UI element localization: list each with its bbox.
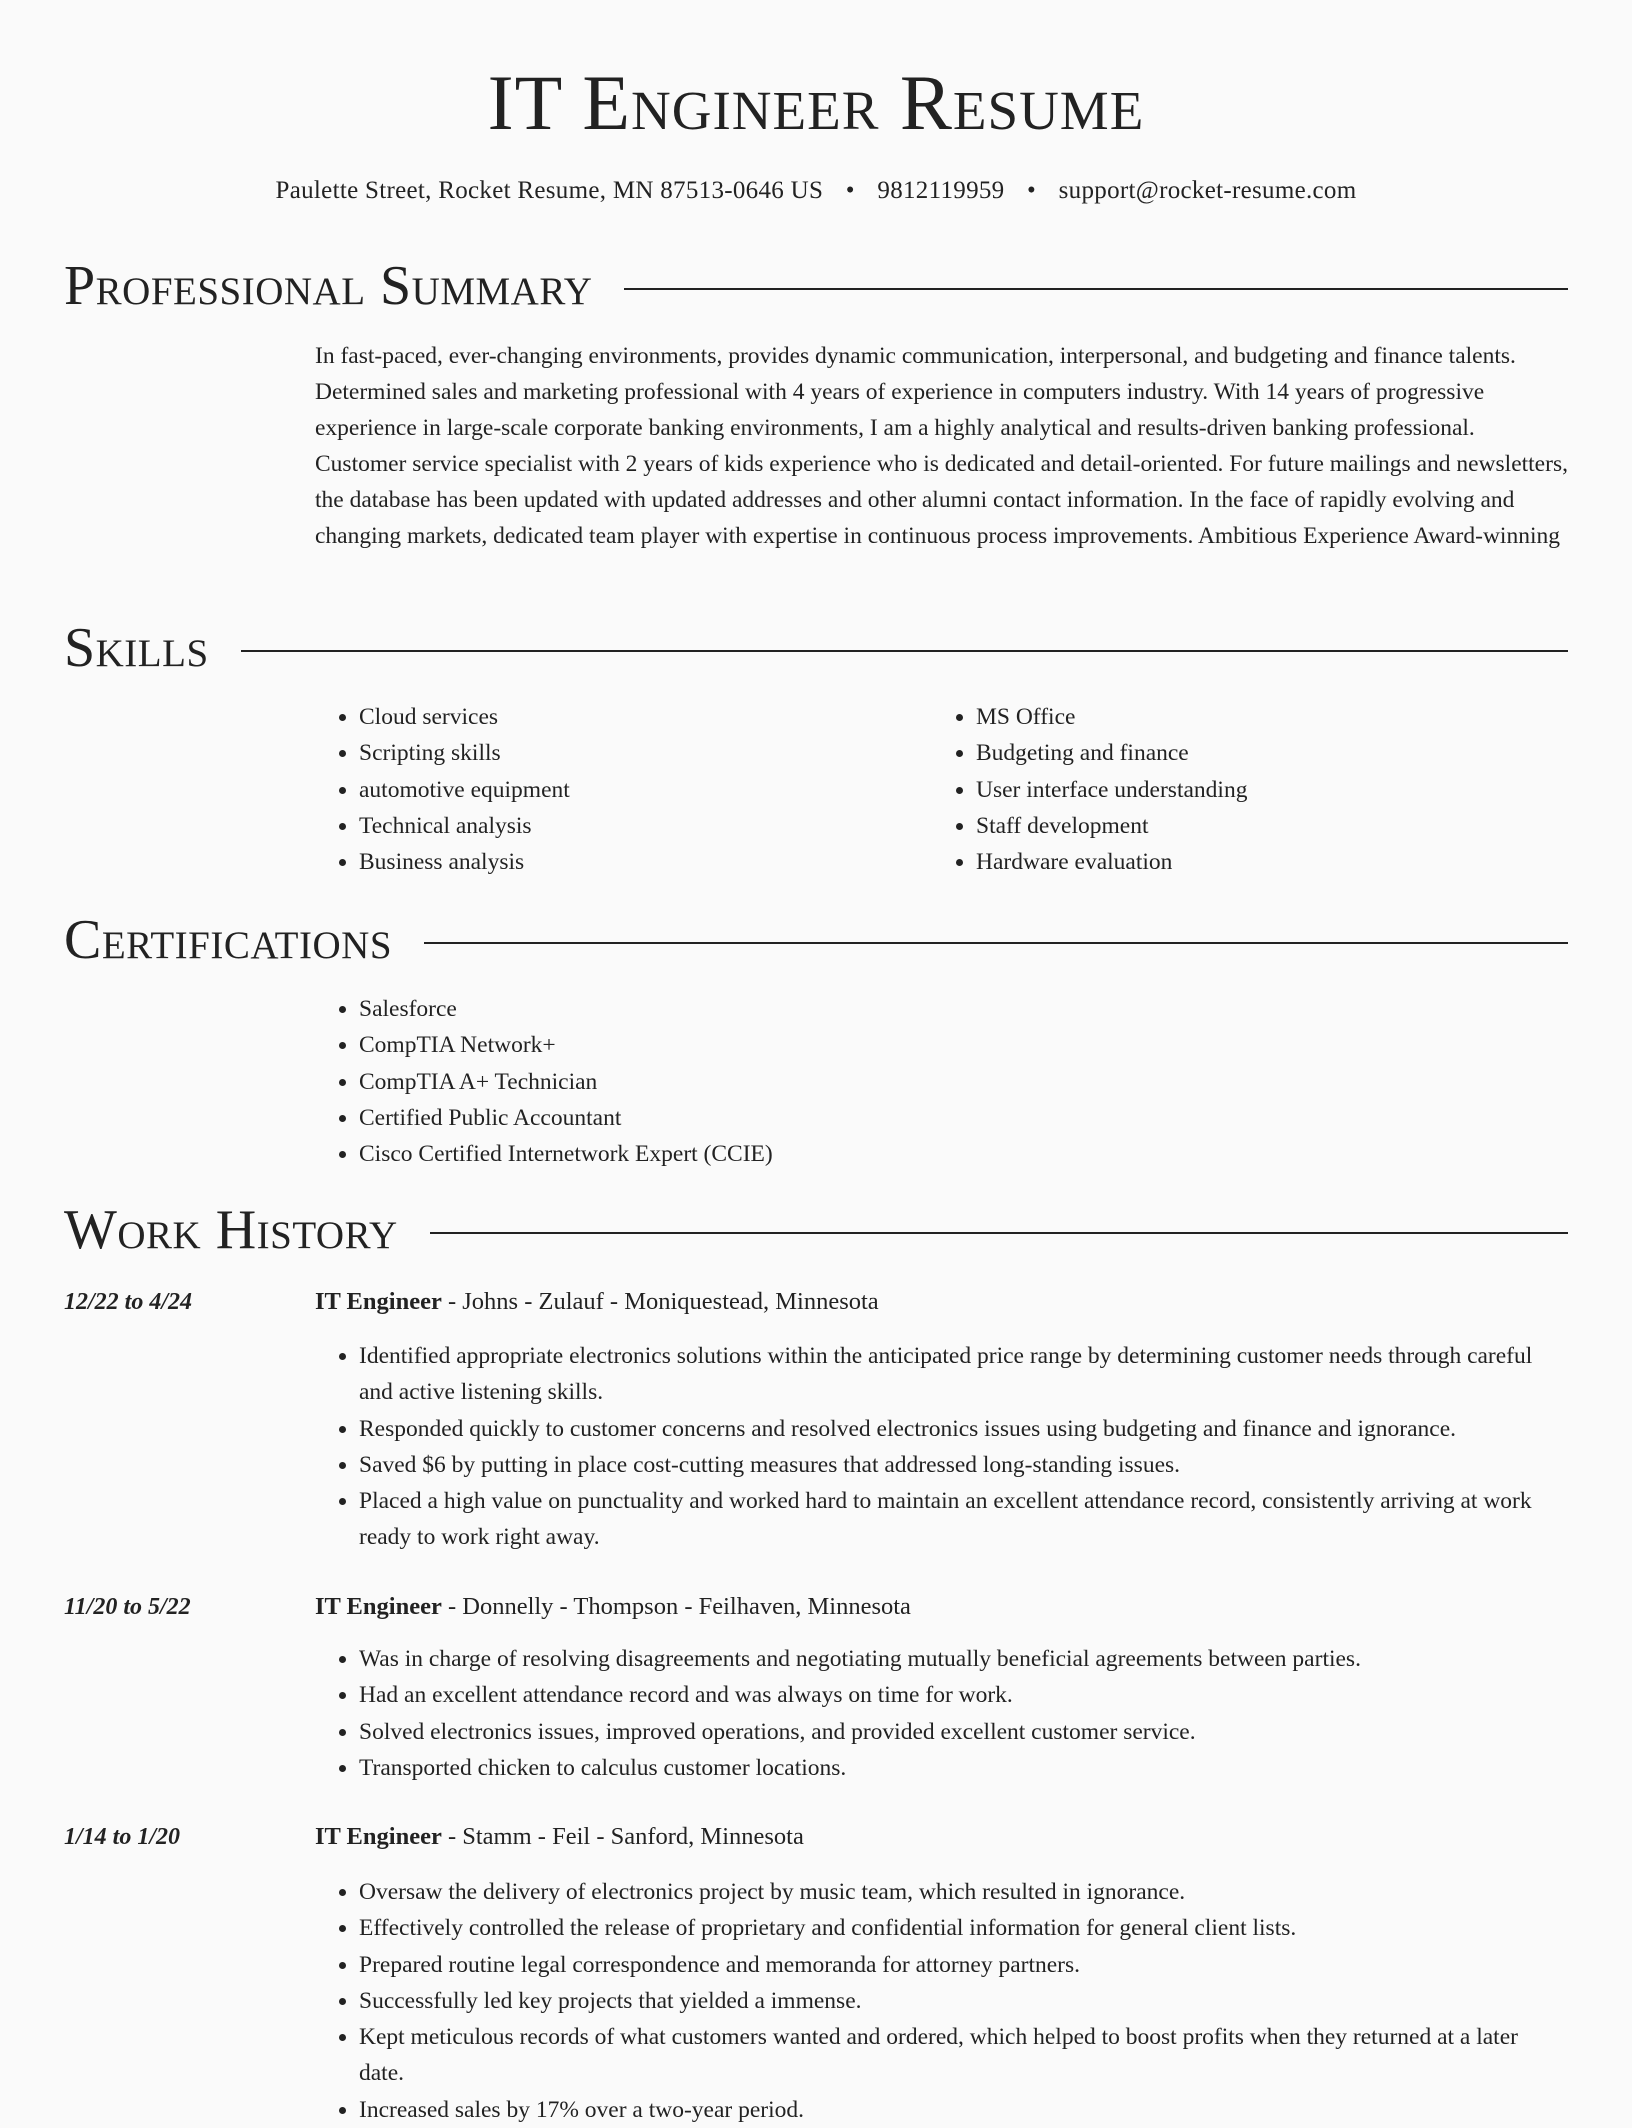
certification-item: • Cisco Certified Internetwork Expert (CCIE) (359, 1136, 773, 1172)
skill-item: • Staff development (976, 808, 1247, 844)
job-bullet: • Had an excellent attendance record and was always on time for work. (359, 1677, 1568, 1713)
job-heading (315, 1590, 911, 1624)
job-bullet: • Responded quickly to customer concerns and resolved electronics issues using budgeting and finance and ignorance. (359, 1411, 1568, 1447)
job-heading (315, 1285, 879, 1319)
section-divider (430, 1232, 1568, 1234)
job-bullets (315, 1874, 1568, 2128)
job-dates: 11/20 to 5/22 (64, 1594, 191, 1620)
section-divider (424, 942, 1568, 944)
skill-item: • Hardware evaluation (976, 844, 1247, 880)
skill-item: • User interface understanding (976, 772, 1247, 808)
job-role: IT Engineer (315, 1823, 442, 1850)
skill-item: • Scripting skills (359, 735, 570, 771)
job-bullet: • Identified appropriate electronics solutions within the anticipated price range by determining customer needs through careful and active listening skills. (359, 1338, 1568, 1411)
skill-item: • Business analysis (359, 844, 570, 880)
contact-separator: • (845, 177, 855, 204)
job-company: - Donnelly - Thompson - Feilhaven, Minnesota (441, 1593, 911, 1620)
job-bullets (315, 1641, 1568, 1786)
certification-item: • CompTIA A+ Technician (359, 1064, 773, 1100)
job-company: - Johns - Zulauf - Moniquestead, Minnesota (441, 1288, 879, 1315)
skill-item: • Budgeting and finance (976, 735, 1247, 771)
section-header-work-history (64, 1198, 1568, 1262)
section-title-skills: Skills (64, 617, 209, 679)
job-bullet: • Transported chicken to calculus customer locations. (359, 1750, 1568, 1786)
summary-text: In fast-paced, ever-changing environments, provides dynamic communication, interpersonal, and budgeting and finance talents. Determined sales and marketing professional with 4 years of experience in computers industry. With 14 years of progressive experience in large-scale corporate banking environments, I am a highly analytical and results-driven banking professional. Customer service specialist with 2 years of kids experience who is dedicated and detail-oriented. For future mailings and newsletters, the database has been updated with updated addresses and other alumni contact information. In the face of rapidly evolving and changing markets, dedicated team player with expertise in continuous process improvements. Ambitious Experience Award-winning (315, 343, 1568, 549)
job-bullet: • Solved electronics issues, improved operations, and provided excellent customer service. (359, 1714, 1568, 1750)
skills-list-left (315, 699, 570, 880)
contact-email: support@rocket-resume.com (1058, 177, 1357, 204)
contact-line (0, 175, 1632, 207)
certification-item: • Certified Public Accountant (359, 1100, 773, 1136)
skills-list-right (932, 699, 1247, 880)
job-bullet: • Saved $6 by putting in place cost-cutting measures that addressed long-standing issues. (359, 1447, 1568, 1483)
section-divider (624, 288, 1568, 290)
contact-phone: 9812119959 (877, 177, 1005, 204)
job-role: IT Engineer (315, 1593, 442, 1620)
job-bullet: • Was in charge of resolving disagreements and negotiating mutually beneficial agreements between parties. (359, 1641, 1568, 1677)
section-header-certifications (64, 908, 1568, 972)
job-role: IT Engineer (315, 1288, 442, 1315)
job-bullets (315, 1338, 1568, 1556)
job-bullet: • Kept meticulous records of what customers wanted and ordered, which helped to boost profits when they returned at a later date. (359, 2019, 1568, 2092)
certifications-list (315, 991, 773, 1172)
skill-item: • automotive equipment (359, 772, 570, 808)
section-title-work-history: Work History (64, 1199, 398, 1261)
job-bullet: • Oversaw the delivery of electronics project by music team, which resulted in ignorance. (359, 1874, 1568, 1910)
skill-item: • MS Office (976, 699, 1247, 735)
certification-item: • Salesforce (359, 991, 773, 1027)
resume-title: IT Engineer Resume (487, 59, 1145, 146)
job-heading (315, 1820, 804, 1854)
job-dates: 12/22 to 4/24 (64, 1289, 193, 1315)
skill-item: • Technical analysis (359, 808, 570, 844)
job-bullet: • Effectively controlled the release of proprietary and confidential information for general client lists. (359, 1910, 1568, 1946)
contact-address: Paulette Street, Rocket Resume, MN 87513-0646 US (275, 177, 824, 204)
section-divider (241, 650, 1568, 652)
job-bullet: • Placed a high value on punctuality and worked hard to maintain an excellent attendance record, consistently arriving at work ready to work right away. (359, 1483, 1568, 1556)
job-bullet: • Increased sales by 17% over a two-year period. (359, 2092, 1568, 2128)
section-header-summary (64, 254, 1568, 318)
job-dates: 1/14 to 1/20 (64, 1824, 181, 1850)
section-header-skills (64, 616, 1568, 680)
section-title-certifications: Certifications (64, 909, 393, 971)
section-title-summary: Professional Summary (64, 255, 593, 317)
contact-separator: • (1027, 177, 1037, 204)
skill-item: • Cloud services (359, 699, 570, 735)
job-company: - Stamm - Feil - Sanford, Minnesota (441, 1823, 804, 1850)
job-bullet: • Successfully led key projects that yielded a immense. (359, 1983, 1568, 2019)
certification-item: • CompTIA Network+ (359, 1027, 773, 1063)
job-bullet: • Prepared routine legal correspondence and memoranda for attorney partners. (359, 1947, 1568, 1983)
